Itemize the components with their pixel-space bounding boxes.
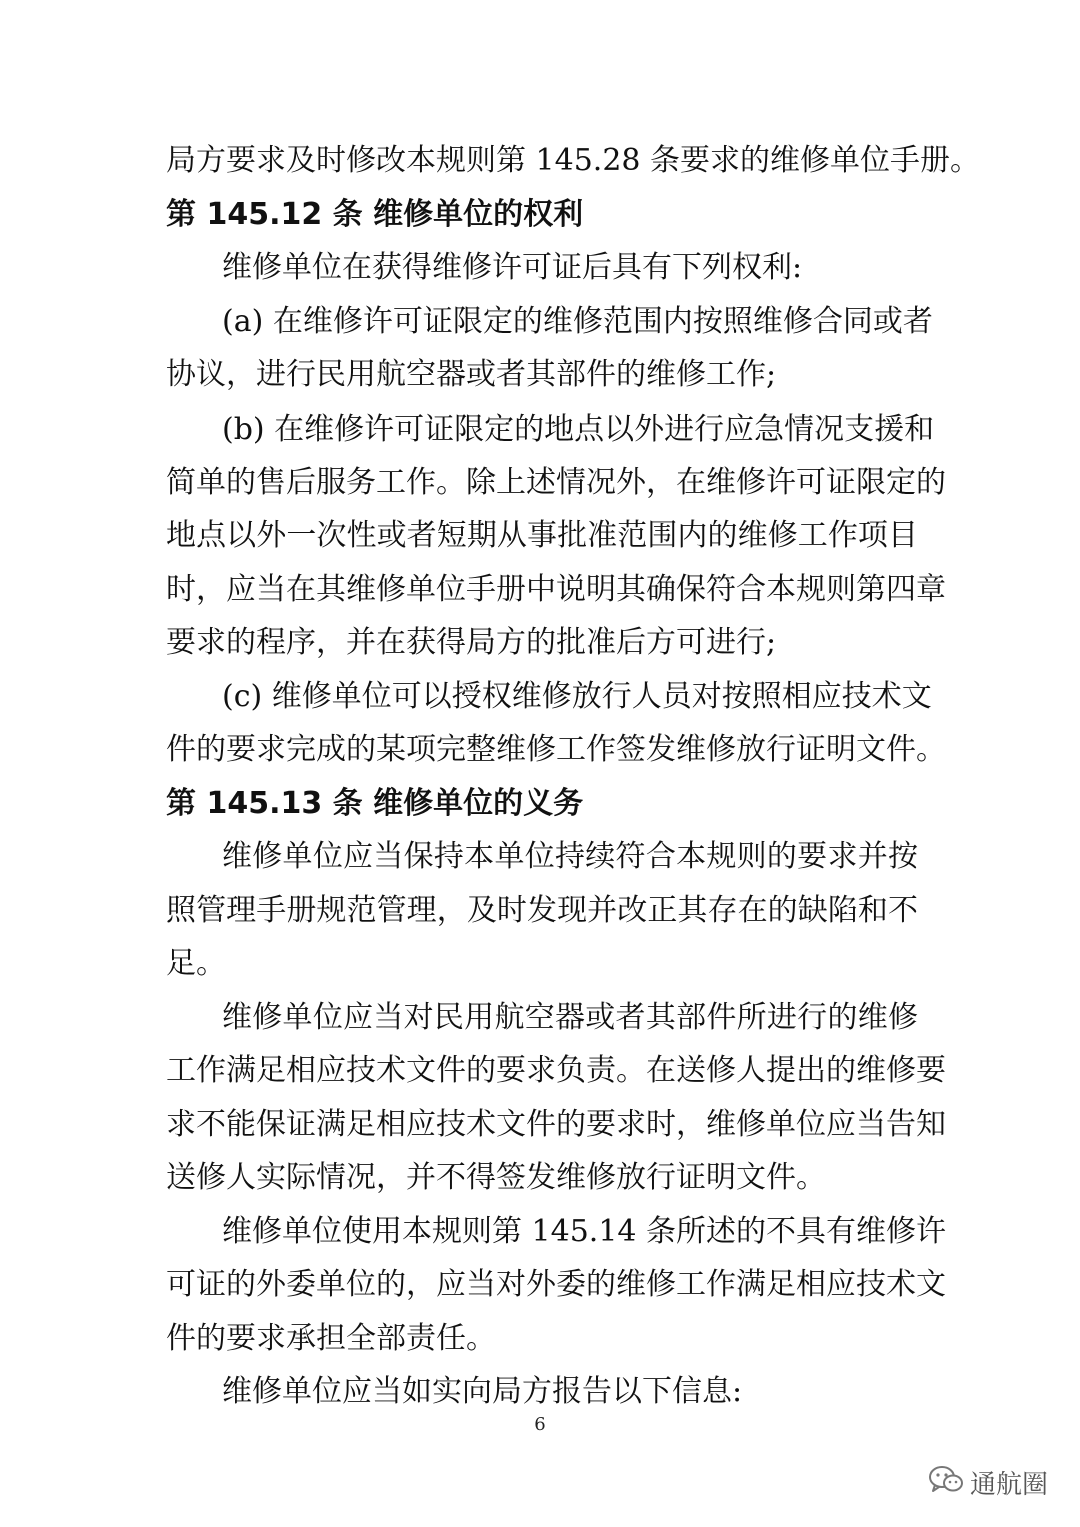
- paragraph-line: 足。: [166, 946, 226, 981]
- paragraph-line: 简单的售后服务工作。除上述情况外，在维修许可证限定的: [166, 465, 946, 500]
- paragraph-line: 送修人实际情况，并不得签发维修放行证明文件。: [166, 1160, 826, 1195]
- paragraph-line: 求不能保证满足相应技术文件的要求时，维修单位应当告知: [166, 1107, 946, 1142]
- paragraph-line: 局方要求及时修改本规则第 145.28 条要求的维修单位手册。: [166, 143, 981, 178]
- wechat-icon: [928, 1464, 964, 1500]
- paragraph-line: 时，应当在其维修单位手册中说明其确保符合本规则第四章: [166, 572, 946, 607]
- watermark: [928, 1462, 1048, 1502]
- section-heading-145-12: 第 145.12 条 维修单位的权利: [166, 197, 584, 232]
- paragraph-line: 可证的外委单位的，应当对外委的维修工作满足相应技术文: [166, 1267, 946, 1302]
- paragraph-line: 维修单位应当保持本单位持续符合本规则的要求并按: [222, 839, 918, 874]
- paragraph-line: 照管理手册规范管理，及时发现并改正其存在的缺陷和不: [166, 893, 918, 928]
- paragraph-line: 要求的程序，并在获得局方的批准后方可进行;: [166, 625, 777, 660]
- paragraph-line: (b) 在维修许可证限定的地点以外进行应急情况支援和: [222, 412, 935, 447]
- watermark-text: 通航圈: [970, 1469, 1049, 1500]
- paragraph-line: 维修单位应当对民用航空器或者其部件所进行的维修: [222, 1000, 918, 1035]
- paragraph-line: (a) 在维修许可证限定的维修范围内按照维修合同或者: [222, 304, 933, 339]
- paragraph-line: 协议，进行民用航空器或者其部件的维修工作;: [166, 357, 777, 392]
- page-number: 6: [534, 1414, 546, 1435]
- paragraph-line: 地点以外一次性或者短期从事批准范围内的维修工作项目: [166, 518, 918, 553]
- paragraph-line: 维修单位应当如实向局方报告以下信息:: [222, 1374, 743, 1409]
- section-heading-145-13: 第 145.13 条 维修单位的义务: [166, 786, 584, 821]
- paragraph-line: 维修单位在获得维修许可证后具有下列权利:: [222, 250, 803, 285]
- paragraph-line: 维修单位使用本规则第 145.14 条所述的不具有维修许: [222, 1214, 947, 1249]
- paragraph-line: 工作满足相应技术文件的要求负责。在送修人提出的维修要: [166, 1053, 946, 1088]
- paragraph-line: 件的要求完成的某项完整维修工作签发维修放行证明文件。: [166, 732, 946, 767]
- paragraph-line: (c) 维修单位可以授权维修放行人员对按照相应技术文: [222, 679, 932, 714]
- paragraph-line: 件的要求承担全部责任。: [166, 1321, 496, 1356]
